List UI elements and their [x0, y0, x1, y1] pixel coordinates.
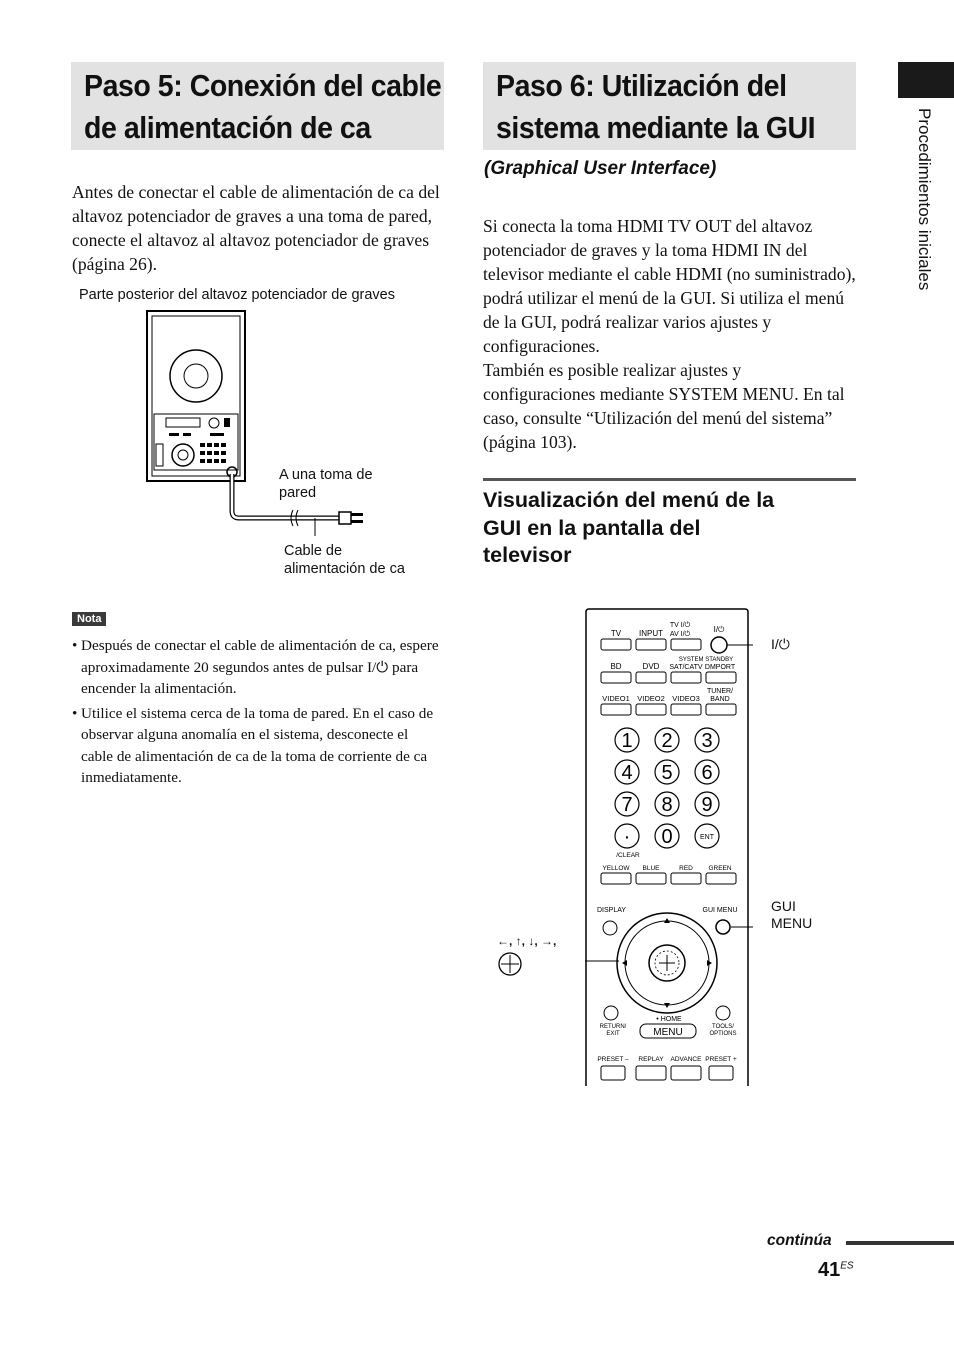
page-number-value: 41 — [818, 1259, 841, 1281]
svg-text:PRESET +: PRESET + — [705, 1056, 737, 1063]
label-wall-outlet — [279, 466, 373, 502]
label-ac-cord — [284, 542, 405, 578]
section-heading-line1: Visualización del menú de la — [483, 488, 775, 512]
figure-caption: Parte posterior del altavoz potenciador de graves — [79, 287, 395, 303]
left-heading-line1: Paso 5: Conexión del cable — [84, 68, 442, 103]
svg-text:TOOLS/: TOOLS/ — [712, 1024, 734, 1030]
svg-text:DISPLAY: DISPLAY — [597, 907, 627, 914]
svg-text:YELLOW: YELLOW — [602, 865, 630, 872]
svg-text:7: 7 — [621, 794, 633, 816]
svg-text:ADVANCE: ADVANCE — [670, 1056, 702, 1063]
callout-gui-line1: GUI — [771, 898, 796, 914]
svg-text:PRESET –: PRESET – — [597, 1056, 629, 1063]
svg-text:DVD: DVD — [642, 662, 660, 671]
section-heading — [483, 487, 774, 570]
label-ac-cord-line1: Cable de — [284, 543, 343, 559]
svg-text:OPTIONS: OPTIONS — [709, 1031, 737, 1037]
svg-text:BAND: BAND — [710, 696, 730, 703]
svg-text:1: 1 — [621, 730, 633, 752]
btn-tv-label: TV — [610, 629, 622, 638]
left-intro: Antes de conectar el cable de alimentación de ca del altavoz potenciador de graves a una toma de pared, conecte el altavoz al altavoz potenciador de graves (página 26). — [72, 182, 440, 274]
side-section-label: Procedimientos iniciales — [915, 108, 934, 291]
svg-text:BLUE: BLUE — [642, 865, 660, 872]
svg-text:VIDEO2: VIDEO2 — [637, 694, 665, 703]
page-number — [818, 1259, 854, 1282]
enter-icon — [497, 951, 523, 977]
page-suffix: ES — [840, 1260, 854, 1272]
svg-text:5: 5 — [661, 762, 673, 784]
svg-text:4: 4 — [621, 762, 633, 784]
continue-label: continúa — [767, 1232, 832, 1249]
label-wall-outlet-line2: pared — [279, 485, 317, 501]
section-heading-line2: GUI en la pantalla del — [483, 515, 701, 540]
svg-text:I/⏻: I/⏻ — [713, 625, 725, 634]
side-tab-marker — [898, 62, 954, 98]
section-heading-line3: televisor — [483, 543, 572, 567]
svg-text:BD: BD — [610, 662, 622, 671]
svg-text:9: 9 — [701, 794, 713, 816]
label-ac-cord-line2: alimentación de ca — [284, 561, 405, 577]
svg-text:6: 6 — [701, 762, 713, 784]
svg-text:REPLAY: REPLAY — [638, 1056, 664, 1063]
left-heading — [71, 62, 444, 150]
svg-text:8: 8 — [661, 794, 673, 816]
note-badge: Nota — [72, 612, 106, 626]
right-heading-line2: sistema mediante la GUI — [496, 110, 816, 145]
svg-text:VIDEO1: VIDEO1 — [602, 694, 630, 703]
note-list — [72, 635, 444, 792]
callout-power: I/⏻ — [771, 636, 790, 652]
right-heading-line1: Paso 6: Utilización del — [496, 68, 787, 103]
svg-text:SYSTEM STANDBY: SYSTEM STANDBY — [678, 657, 734, 663]
svg-text:3: 3 — [701, 730, 713, 752]
btn-input-label: INPUT — [639, 629, 663, 638]
svg-text:VIDEO3: VIDEO3 — [672, 694, 700, 703]
right-paragraph-1: Si conecta la toma HDMI TV OUT del altavoz potenciador de graves y la toma HDMI IN del televisor mediante el cable HDMI (no suministrado), podrá utilizar el menú de la GUI. Si utiliza el menú de la GUI, podrá realizar varios ajustes y configuraciones. — [483, 216, 856, 356]
svg-text:2: 2 — [661, 730, 673, 752]
svg-text:DMPORT: DMPORT — [704, 664, 736, 671]
svg-text:ENT: ENT — [700, 834, 714, 841]
svg-text:RED: RED — [679, 865, 693, 872]
callout-arrows: ←, ↑, ↓, →, — [497, 934, 557, 948]
label-wall-outlet-line1: A una toma de — [279, 467, 373, 483]
svg-text:·: · — [623, 826, 631, 848]
svg-text:MENU: MENU — [653, 1027, 683, 1038]
callout-gui-line2: MENU — [771, 915, 813, 931]
svg-text:GUI MENU: GUI MENU — [702, 907, 738, 914]
right-subtitle: (Graphical User Interface) — [484, 158, 717, 179]
callout-gui-menu — [771, 898, 812, 932]
left-heading-line2: de alimentación de ca — [84, 110, 371, 145]
svg-text:TV I/⏻: TV I/⏻ — [669, 622, 691, 629]
svg-text:SAT/CATV: SAT/CATV — [669, 664, 703, 671]
right-paragraph-2: También es posible realizar ajustes y configuraciones mediante SYSTEM MENU. En tal caso, consulte “Utilización del menú del sistema” (página 103). — [483, 360, 845, 452]
svg-text:GREEN: GREEN — [708, 865, 732, 872]
note-item: • Utilice el sistema cerca de la toma de pared. En el caso de observar alguna anomalía en el sistema, desconecte el cable de alimentación de ca de la toma de corriente de ca inmediatamente. — [72, 703, 444, 789]
remote-control-illustration — [585, 608, 753, 1086]
section-rule — [483, 478, 856, 481]
svg-text:0: 0 — [661, 826, 673, 848]
svg-text:EXIT: EXIT — [606, 1031, 620, 1037]
continue-bar — [846, 1241, 954, 1245]
svg-text:/CLEAR: /CLEAR — [616, 852, 640, 859]
right-heading — [483, 62, 856, 150]
svg-text:RETURN/: RETURN/ — [599, 1024, 627, 1030]
svg-text:AV I/⏻: AV I/⏻ — [669, 631, 691, 638]
note-item: • Después de conectar el cable de alimentación de ca, espere aproximadamente 20 segundos antes de pulsar I/⏻ para encender la alimentación. — [72, 635, 444, 700]
svg-text:• HOME: • HOME — [656, 1016, 682, 1023]
svg-text:TUNER/: TUNER/ — [706, 688, 734, 695]
